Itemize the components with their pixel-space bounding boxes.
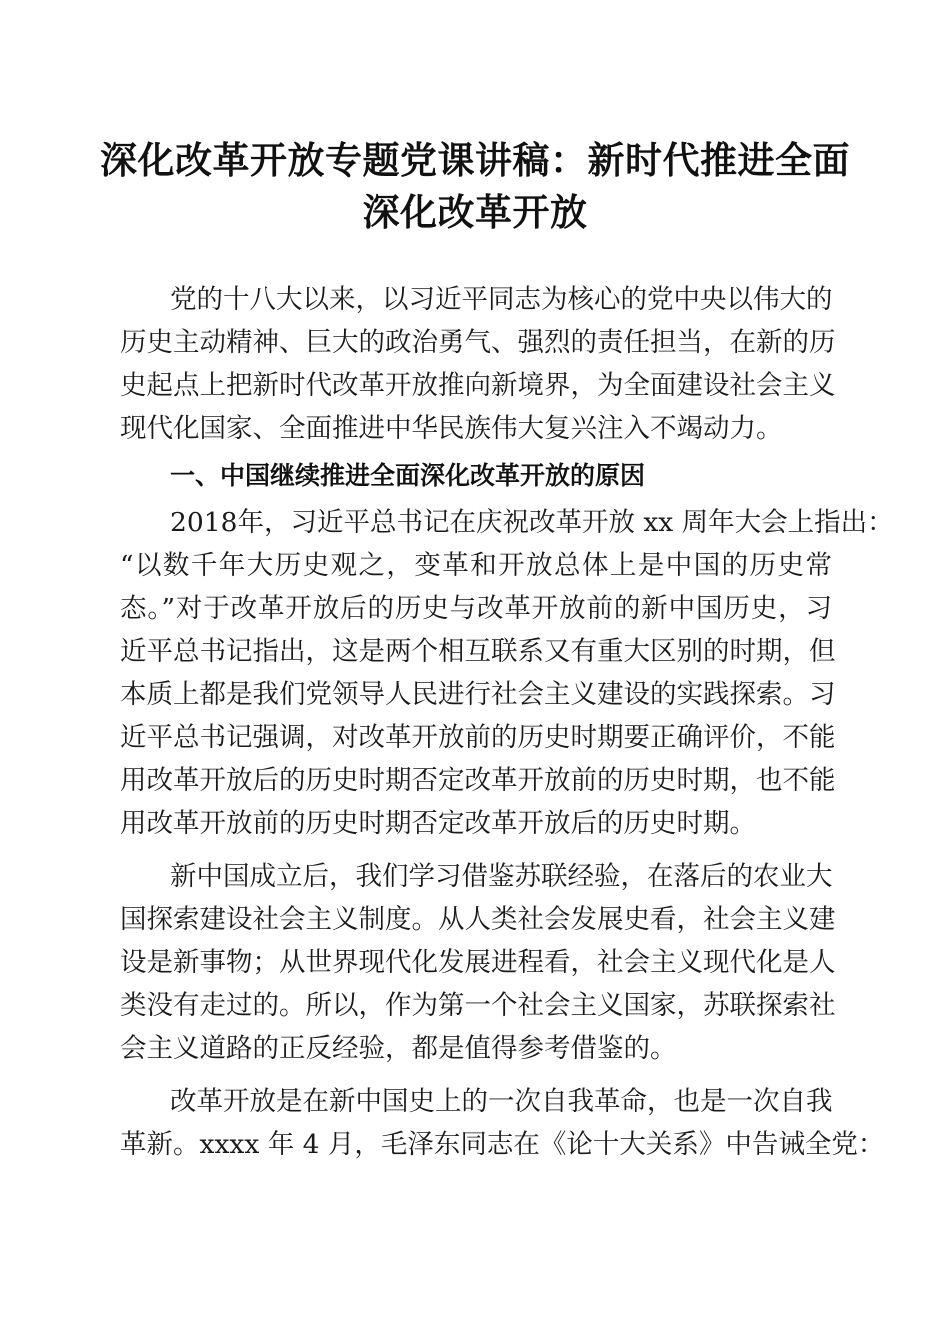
paragraph-1-line-1: 党的十八大以来，以习近平同志为核心的党中央以伟大的 — [170, 284, 833, 315]
paragraph-1-line-3: 史起点上把新时代改革开放推向新境界，为全面建设社会主义 — [120, 370, 836, 401]
paragraph-4-line-2: 革新。xxxx 年 4 月，毛泽东同志在《论十大关系》中告诫全党： — [120, 1129, 885, 1160]
paragraph-2-line-3: 态。”对于改革开放后的历史与改革开放前的新中国历史，习 — [120, 593, 832, 624]
paragraph-3-line-5: 会主义道路的正反经验，都是值得参考借鉴的。 — [120, 1033, 677, 1064]
paragraph-1-line-4: 现代化国家、全面推进中华民族伟大复兴注入不竭动力。 — [120, 413, 783, 444]
document-title-line-2: 深化改革开放 — [362, 190, 588, 234]
section-heading: 一、中国继续推进全面深化改革开放的原因 — [170, 461, 646, 490]
paragraph-2-line-1: 2018年，习近平总书记在庆祝改革开放 xx 周年大会上指出： — [170, 507, 894, 538]
paragraph-2-line-2: “以数千年大历史观之，变革和开放总体上是中国的历史常 — [120, 550, 832, 581]
document-title-line-1: 深化改革开放专题党课讲稿：新时代推进全面 — [100, 138, 850, 182]
paragraph-2-line-6: 近平总书记强调，对改革开放前的历史时期要正确评价，不能 — [120, 722, 836, 753]
paragraph-4-line-1: 改革开放是在新中国史上的一次自我革命，也是一次自我 — [170, 1086, 833, 1117]
paragraph-3-line-3: 设是新事物；从世界现代化发展进程看，社会主义现代化是人 — [120, 947, 836, 978]
paragraph-3-line-1: 新中国成立后，我们学习借鉴苏联经验，在落后的农业大 — [170, 861, 833, 892]
paragraph-3-line-2: 国探索建设社会主义制度。从人类社会发展史看，社会主义建 — [120, 904, 836, 935]
paragraph-1-line-2: 历史主动精神、巨大的政治勇气、强烈的责任担当，在新的历 — [120, 327, 836, 358]
paragraph-2-line-4: 近平总书记指出，这是两个相互联系又有重大区别的时期，但 — [120, 636, 836, 667]
paragraph-3-line-4: 类没有走过的。所以，作为第一个社会主义国家，苏联探索社 — [120, 990, 836, 1021]
paragraph-2-line-8: 用改革开放前的历史时期否定改革开放后的历史时期。 — [120, 808, 756, 839]
paragraph-2-line-5: 本质上都是我们党领导人民进行社会主义建设的实践探索。习 — [120, 679, 836, 710]
paragraph-2-line-7: 用改革开放后的历史时期否定改革开放前的历史时期，也不能 — [120, 765, 836, 796]
